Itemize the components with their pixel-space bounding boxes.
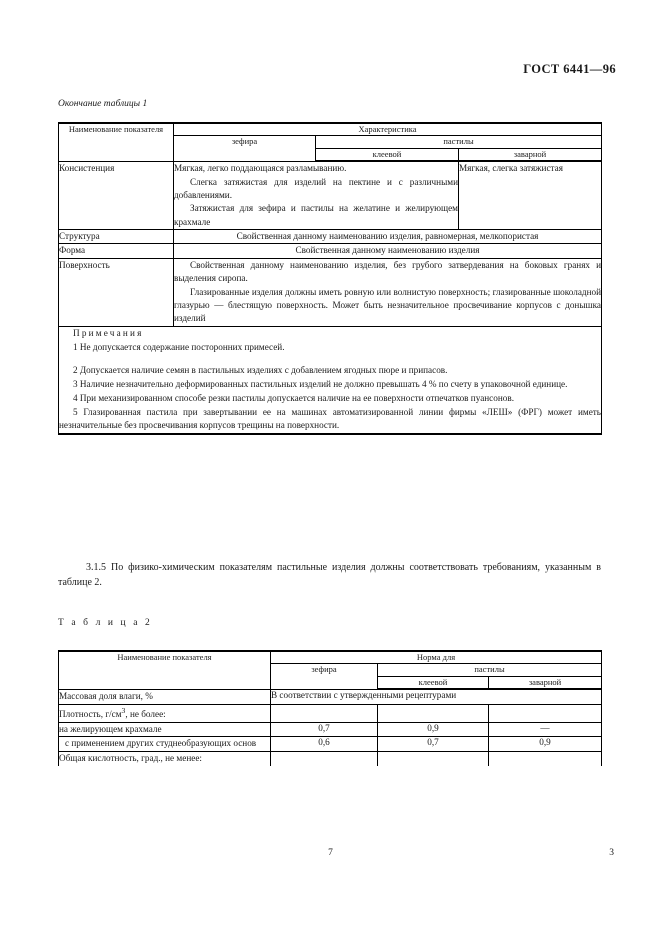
table1-row-konsistenciya-zavarnoy (459, 161, 602, 229)
table1-header-kleevoy: клеевой (316, 148, 459, 161)
table1-row-konsistenciya-zefir (174, 161, 459, 229)
table-row (59, 244, 602, 258)
note-item-5: 5 Глазированная пастила при завертывании ее на машинах автоматизированной линии фирмы «ЛЕШ» (ФРГ) может иметь незначительные без просвечивания корпусов трещины на поверхности. (59, 406, 601, 431)
table-row (59, 258, 602, 326)
table1-notes (59, 326, 602, 434)
table2-row-osnovy-name: с применением других студнеобразующих основ (59, 737, 271, 752)
note-item-1: 1 Не допускается содержание посторонних примесей. (73, 342, 285, 353)
konsistenciya-zavarnoy-text: Мягкая, слегка затяжистая (459, 163, 563, 174)
note-item-4: 4 При механизированном способе резки пастилы допускается наличие на ее поверхности отпечатков пуансонов. (73, 392, 515, 403)
table-2 (58, 650, 602, 766)
konsistenciya-line-3: Затяжистая для зефира и пастилы на желатине и желирующем крахмале (174, 203, 458, 227)
table2-header-name: Наименование показателя (59, 651, 271, 689)
table2-row-vlaga-name: Массовая доля влаги, % (59, 689, 271, 704)
table1-header-row-1 (59, 123, 602, 136)
table1-row-poverhnost-value (174, 258, 602, 326)
table-row (59, 230, 602, 244)
table1-caption: Окончание таблицы 1 (58, 99, 148, 109)
table1-row-struktura-value: Свойственная данному наименованию изделия, равномерная, мелкопористая (174, 230, 602, 244)
note-item-3: 3 Наличие незначительно деформированных пастильных изделий не должно превышать 4 % по счету в упаковочной единице. (73, 378, 568, 389)
table2-row-krahmal-zavarnoy: — (489, 722, 602, 737)
table2-row-kislotnost-kleevoy (378, 752, 489, 766)
table-row (59, 689, 602, 704)
table-row (59, 737, 602, 752)
table-row (59, 722, 602, 737)
table2-row-osnovy-kleevoy: 0,7 (378, 737, 489, 752)
page-number-right: 3 (609, 848, 614, 858)
table1-header-group: Характеристика (174, 123, 602, 136)
paragraph-3-1-5: 3.1.5 По физико-химическим показателям пастильные изделия должны соответствовать требованиям, указанным в таблице 2. (58, 562, 601, 588)
table-1 (58, 122, 602, 435)
plotnost-label-part2: , не более: (125, 708, 166, 719)
table2-row-krahmal-kleevoy: 0,9 (378, 722, 489, 737)
notes-title: Примечания (73, 327, 144, 338)
table1-row-konsistenciya-name: Консистенция (59, 161, 174, 229)
table1-notes-row (59, 326, 602, 434)
table2-header-group: Норма для (271, 651, 602, 664)
table2-row-osnovy-zavarnoy: 0,9 (489, 737, 602, 752)
table2-header-row-1 (59, 651, 602, 664)
table1-row-forma-value: Свойственная данному наименованию изделия (174, 244, 602, 258)
table-row (59, 752, 602, 766)
table2-row-kislotnost-zefir (271, 752, 378, 766)
table2-row-kislotnost-name: Общая кислотность, град., не менее: (59, 752, 271, 766)
poverhnost-line-1: Свойственная данному наименованию изделия, без грубого затвердевания на боковых гранях и выделения сиропа. (174, 259, 601, 284)
table2-header-zefir: зефира (271, 664, 378, 689)
table1-header-zavarnoy: заварной (459, 148, 602, 161)
table-row (59, 161, 602, 229)
table1-header-name: Наименование показателя (59, 123, 174, 161)
table1-header-zefir: зефира (174, 136, 316, 161)
table2-row-plotnost-name (59, 704, 271, 722)
table2-header-kleevoy: клеевой (378, 676, 489, 689)
table-row (59, 704, 602, 722)
standard-number-header: ГОСТ 6441—96 (523, 62, 616, 76)
table2-row-kislotnost-zavarnoy (489, 752, 602, 766)
plotnost-label-part1: Плотность, г/см (59, 708, 122, 719)
table2-row-plotnost-kleevoy (378, 704, 489, 722)
table2-row-plotnost-zavarnoy (489, 704, 602, 722)
table2-row-krahmal-name: на желирующем крахмале (59, 722, 271, 737)
table2-header-pastila: пастилы (378, 664, 602, 676)
table2-row-vlaga-value: В соответствии с утвержденными рецептурами (271, 689, 602, 704)
table1-header-pastila: пастилы (316, 136, 602, 148)
table2-row-krahmal-zefir: 0,7 (271, 722, 378, 737)
table1-row-forma-name: Форма (59, 244, 174, 258)
table2-row-osnovy-zefir: 0,6 (271, 737, 378, 752)
table1-row-struktura-name: Структура (59, 230, 174, 244)
table1-row-poverhnost-name: Поверхность (59, 258, 174, 326)
note-item-2: 2 Допускается наличие семян в пастильных изделиях с добавлением ягодных пюре и припасов. (73, 365, 448, 376)
plotnost-superscript: 3 (121, 705, 126, 715)
table2-caption: Т а б л и ц а 2 (58, 618, 153, 628)
table2-row-plotnost-zefir (271, 704, 378, 722)
page-number-center: 7 (328, 848, 333, 858)
table2-header-zavarnoy: заварной (489, 676, 602, 689)
poverhnost-line-2: Глазированные изделия должны иметь ровную или волнистую поверхность; глазированные шоколадной глазурью — блестящую поверхность. Может быть незначительное просвечивание корпусов с донышка изделий (174, 286, 601, 324)
konsistenciya-line-1: Мягкая, легко поддающаяся разламыванию. (174, 163, 347, 174)
konsistenciya-line-2: Слегка затяжистая для изделий на пектине и с различными добавлениями. (174, 176, 458, 201)
